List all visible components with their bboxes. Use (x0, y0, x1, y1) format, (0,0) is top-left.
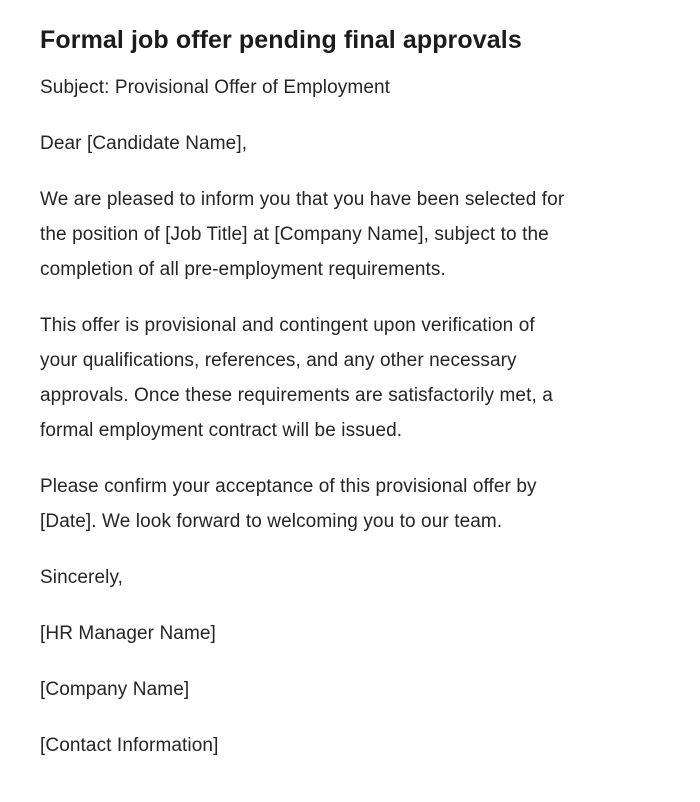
paragraph-line: [Company Name] (40, 679, 190, 700)
paragraph-line: Please confirm your acceptance of this provisional offer by (40, 476, 537, 497)
paragraph-signoff (40, 560, 660, 595)
paragraph-company-name (40, 672, 660, 707)
paragraph-line: completion of all pre-employment requirements. (40, 259, 446, 280)
paragraph-subject (40, 70, 660, 105)
paragraph-provisional-terms (40, 308, 660, 448)
paragraph-confirmation-request (40, 469, 660, 539)
paragraph-salutation (40, 126, 660, 161)
paragraph-line: [Date]. We look forward to welcoming you to our team. (40, 511, 503, 532)
paragraph-line: This offer is provisional and contingent upon verification of (40, 315, 535, 336)
paragraph-line: Sincerely, (40, 567, 124, 588)
paragraph-line: Dear [Candidate Name], (40, 133, 248, 154)
paragraph-line: We are pleased to inform you that you have been selected for (40, 189, 565, 210)
paragraph-line: Subject: Provisional Offer of Employment (40, 77, 391, 98)
paragraph-hr-manager-name (40, 616, 660, 651)
page-title: Formal job offer pending final approvals (40, 26, 522, 54)
paragraph-line: the position of [Job Title] at [Company Name], subject to the (40, 224, 549, 245)
paragraph-selection (40, 182, 660, 287)
paragraph-line: [Contact Information] (40, 735, 219, 756)
paragraph-line: your qualifications, references, and any other necessary (40, 350, 517, 371)
paragraph-line: [HR Manager Name] (40, 623, 216, 644)
paragraph-line: formal employment contract will be issued. (40, 420, 403, 441)
paragraph-contact-information (40, 728, 660, 763)
paragraph-line: approvals. Once these requirements are satisfactorily met, a (40, 385, 553, 406)
